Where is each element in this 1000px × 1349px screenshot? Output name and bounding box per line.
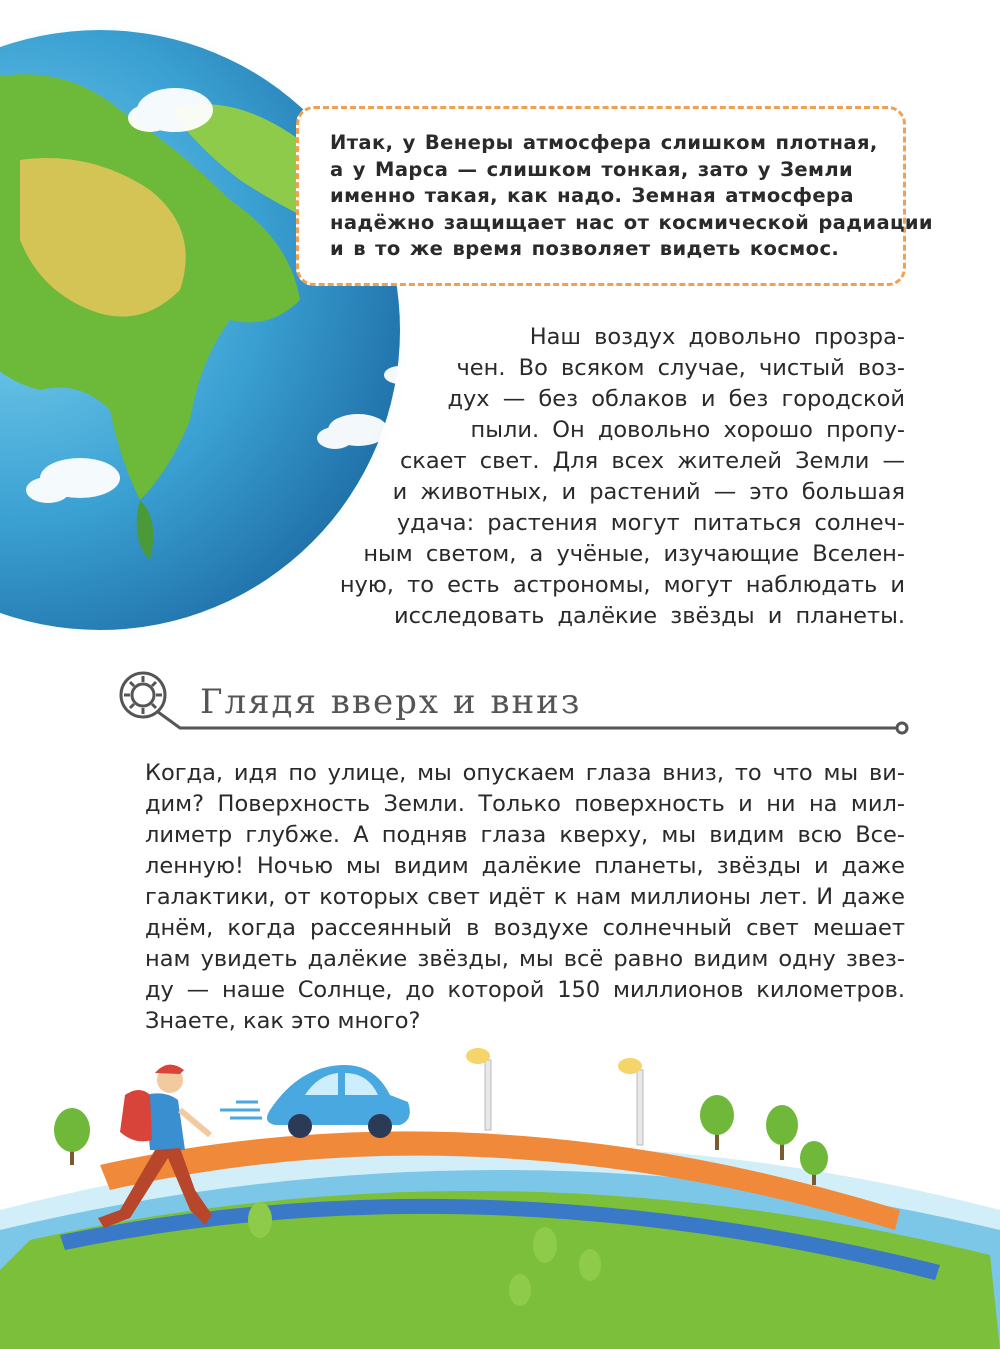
text-line: исследовать далёкие звёзды и планеты. xyxy=(394,603,905,629)
text-line: ленную! Ночью мы видим далёкие планеты, звёзды и даже xyxy=(145,853,905,879)
text-line: дух — без облаков и без городской xyxy=(447,386,905,412)
section-heading: Глядя вверх и вниз xyxy=(200,682,582,722)
street-lamp-icon xyxy=(466,1048,643,1145)
text-line: ным светом, а учёные, изучающие Вселен- xyxy=(363,541,905,567)
callout-line: надёжно защищает нас от космической радиации xyxy=(330,210,933,234)
text-line: днём, когда рассеянный в воздухе солнечный свет мешает xyxy=(145,915,905,941)
text-line: чен. Во всяком случае, чистый воз- xyxy=(456,355,905,381)
callout-line: Итак, у Венеры атмосфера слишком плотная, xyxy=(330,131,878,154)
earth-surface-illustration xyxy=(0,1040,1000,1349)
text-line: удача: растения могут питаться солнеч- xyxy=(396,510,905,536)
text-line: и животных, и растений — это большая xyxy=(392,479,905,505)
paragraph-atmosphere xyxy=(340,322,905,632)
callout-text xyxy=(330,130,933,263)
text-line: Когда, идя по улице, мы опускаем глаза вниз, то что мы ви- xyxy=(145,760,905,786)
car-icon xyxy=(220,1065,410,1138)
text-line: пыли. Он довольно хорошо пропу- xyxy=(470,417,905,443)
text-line: скает свет. Для всех жителей Земли — xyxy=(399,448,905,474)
text-line: лиметр глубже. А подняв глаза кверху, мы видим всю Все- xyxy=(145,822,905,848)
callout-line: и в то же время позволяет видеть космос. xyxy=(330,237,840,260)
paragraph-looking-up-down xyxy=(145,758,905,1037)
text-line: Наш воздух довольно прозра- xyxy=(529,324,905,350)
text-line: ную, то есть астрономы, могут наблюдать и xyxy=(339,572,905,598)
text-line: дим? Поверхность Земли. Только поверхность и ни на мил- xyxy=(145,791,905,817)
callout-line: именно такая, как надо. Земная атмосфера xyxy=(330,184,854,207)
text-line: галактики, от которых свет идёт к нам миллионы лет. И даже xyxy=(145,884,905,910)
callout-line: а у Марса — слишком тонкая, зато у Земли xyxy=(330,157,854,181)
text-line: ду — наше Солнце, до которой 150 миллионов километров. xyxy=(145,977,905,1003)
text-line: Знаете, как это много? xyxy=(145,1008,421,1034)
gear-icon xyxy=(121,673,165,717)
text-line: нам увидеть далёкие звёзды, мы всё равно видим одну звез- xyxy=(145,946,905,972)
